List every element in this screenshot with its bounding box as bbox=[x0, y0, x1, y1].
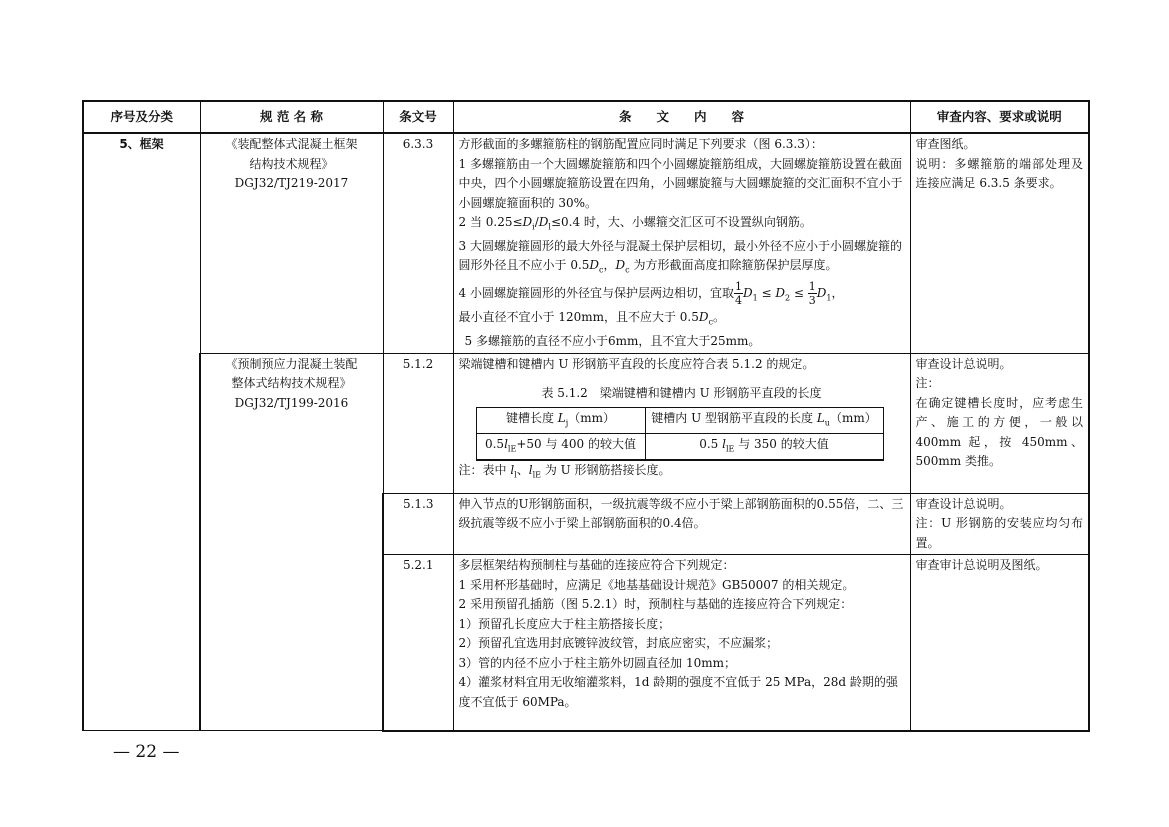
content-item-3 bbox=[459, 237, 905, 280]
text-fragment: 键槽内 U 型钢筋平直段的长度 bbox=[651, 410, 817, 425]
fraction-numerator: 1 bbox=[808, 280, 816, 294]
var-d: D bbox=[816, 286, 827, 301]
review-line: 审查图纸。 bbox=[915, 137, 976, 151]
fraction bbox=[734, 280, 743, 307]
text-fragment: 键槽长度 bbox=[505, 410, 558, 425]
fraction bbox=[808, 280, 817, 307]
standard-line: 《装配整体式混凝土框架 bbox=[225, 137, 358, 151]
var-d: D bbox=[538, 215, 549, 229]
standard-line: 结构技术规程》 bbox=[249, 156, 334, 171]
review-cell bbox=[910, 493, 1089, 555]
text-fragment: 4 小圆螺旋箍圆形的外径宜与保护层两边相切，宜取 bbox=[458, 286, 734, 301]
review-line: 注： bbox=[915, 376, 940, 391]
subscript: u bbox=[824, 417, 830, 427]
content-line: 多层框架结构预制柱与基础的连接应符合下列规定： bbox=[458, 558, 735, 573]
text-fragment: 、 bbox=[516, 463, 529, 478]
text-fragment: 与 350 的较大值 bbox=[734, 436, 829, 451]
header-category: 序号及分类 bbox=[83, 101, 200, 133]
var-l: L bbox=[557, 410, 566, 425]
code-review-table bbox=[82, 100, 1090, 732]
content-item-4 bbox=[459, 280, 905, 308]
content-line: 1）预留孔长度应大于柱主筋搭接长度； bbox=[458, 616, 671, 631]
table-row bbox=[83, 133, 1089, 353]
text-fragment: 为方形截面高度扣除箍筋保护层厚度。 bbox=[629, 258, 838, 273]
text-fragment: 3 大圆螺旋箍圆形的最大外径与混凝土保护层相切，最小外径不应小于小圆螺旋箍的圆形外径且不应小于 0.5 bbox=[458, 238, 902, 273]
content-intro: 方形截面的多螺箍筋柱的钢筋配置应同时满足下列要求（图 6.3.3）： bbox=[458, 137, 823, 151]
text-fragment: （mm） bbox=[568, 410, 616, 425]
clause-cell: 5.1.3 bbox=[383, 493, 453, 555]
subscript: i bbox=[532, 222, 535, 232]
var-d: D bbox=[615, 258, 626, 273]
standard-line: DGJ32/TJ199-2016 bbox=[234, 395, 349, 410]
subscript: 2 bbox=[784, 293, 791, 303]
var-d: D bbox=[698, 310, 709, 325]
text-fragment: +50 与 400 的较大值 bbox=[516, 436, 637, 451]
review-line: 审查设计总说明。 bbox=[915, 496, 1012, 511]
subscript: 1 bbox=[826, 293, 832, 303]
inner-header-keyway-length bbox=[476, 407, 645, 433]
inner-table-caption: 表 5.1.2 梁端键槽和键槽内 U 形钢筋平直段的长度 bbox=[541, 386, 822, 401]
standard-line: DGJ32/TJ219-2017 bbox=[234, 176, 349, 190]
content-item-5: 5 多螺箍筋的直径不应小于6mm，且不宜大于25mm。 bbox=[464, 334, 761, 349]
text-fragment: 注：表中 bbox=[458, 463, 511, 478]
text-fragment: 0.5 bbox=[484, 436, 505, 451]
content-item-4-line-2 bbox=[459, 308, 905, 332]
var-d: D bbox=[589, 258, 600, 273]
var-l: l bbox=[528, 463, 533, 478]
inner-header-row bbox=[476, 407, 883, 433]
content-line: 2 采用预留孔插筋（图 5.2.1）时，预制柱与基础的连接应符合下列规定： bbox=[458, 597, 853, 612]
content-item-2 bbox=[459, 213, 905, 237]
inner-cell bbox=[645, 433, 883, 460]
var-d: D bbox=[775, 286, 785, 301]
text-fragment: ， bbox=[831, 286, 844, 301]
content-line: 4）灌浆材料宜用无收缩灌浆料，1d 龄期的强度不宜低于 25 MPa，28d 龄期的强度不宜低于 60MPa。 bbox=[458, 675, 898, 709]
content-cell bbox=[453, 555, 910, 731]
var-d: D bbox=[522, 215, 533, 229]
text-fragment: 。 bbox=[713, 310, 726, 325]
var-l: L bbox=[816, 410, 825, 425]
standard-line: 《预制预应力混凝土装配 bbox=[225, 356, 358, 371]
text-fragment: 2 当 0.25≤ bbox=[458, 215, 523, 229]
content-cell bbox=[453, 493, 910, 555]
text-fragment: / bbox=[534, 215, 539, 229]
review-cell bbox=[910, 353, 1089, 493]
clause-cell: 5.2.1 bbox=[383, 555, 453, 731]
text-fragment: 为 U 形钢筋搭接长度。 bbox=[541, 463, 671, 478]
table-note bbox=[459, 461, 905, 485]
subscript: 1 bbox=[752, 293, 758, 303]
header-standard: 规 范 名 称 bbox=[200, 101, 383, 133]
category-label: 5、框架 bbox=[119, 137, 164, 151]
fraction-denominator: 3 bbox=[808, 294, 816, 308]
standard-cell bbox=[200, 353, 383, 731]
text-fragment: （mm） bbox=[829, 410, 877, 425]
content-line: 1 采用杯形基础时，应满足《地基基础设计规范》GB50007 的相关规定。 bbox=[458, 577, 855, 592]
inner-header-u-bar-length bbox=[645, 407, 883, 433]
review-line: 审查审计总说明及图纸。 bbox=[915, 558, 1048, 573]
review-line: 注：U 形钢筋的安装应均匀布置。 bbox=[915, 516, 1083, 550]
header-review: 审查内容、要求或说明 bbox=[910, 101, 1089, 133]
header-row bbox=[83, 101, 1089, 133]
content-line: 2）预留孔宜选用封底镀锌波纹管，封底应密实，不应漏浆； bbox=[458, 636, 779, 651]
subscript: l bbox=[548, 222, 551, 232]
review-line: 在确定键槽长度时，应考虑生产、施工的方便，一般以 400mm 起，按 450mm、500mm 类推。 bbox=[915, 395, 1083, 469]
text-fragment: ， bbox=[603, 258, 616, 273]
review-cell bbox=[910, 555, 1089, 731]
text-fragment: 最小直径不宜小于 120mm，且不应大于 0.5 bbox=[458, 310, 699, 325]
subscript: lE bbox=[725, 444, 735, 454]
fraction-denominator: 4 bbox=[734, 294, 742, 308]
fraction-numerator: 1 bbox=[734, 280, 742, 294]
subscript: lE bbox=[507, 444, 517, 454]
subscript: c bbox=[599, 265, 604, 275]
category-cell bbox=[83, 133, 200, 731]
header-content: 条 文 内 容 bbox=[453, 101, 910, 133]
var-d: D bbox=[742, 286, 753, 301]
clause-cell: 6.3.3 bbox=[383, 133, 453, 353]
review-cell bbox=[910, 133, 1089, 353]
subscript: lE bbox=[532, 470, 541, 480]
standard-cell bbox=[200, 133, 383, 353]
var-l: l bbox=[510, 463, 515, 478]
subscript: c bbox=[708, 317, 713, 327]
var-l: l bbox=[722, 436, 726, 451]
content-item-1: 1 多螺箍筋由一个大圆螺旋箍筋和四个小圆螺旋箍筋组成，大圆螺旋箍筋设置在截面中央，四个小圆螺旋箍筋设置在四角，小圆螺旋箍与大圆螺旋箍的交汇面积不宜小于小圆螺旋箍面积的 30%。 bbox=[458, 156, 903, 210]
text-fragment: ≤ bbox=[790, 286, 808, 301]
subscript: c bbox=[625, 265, 630, 275]
inner-data-row bbox=[476, 433, 883, 460]
content-cell bbox=[453, 133, 910, 353]
keyway-length-table bbox=[476, 407, 884, 462]
table-row bbox=[83, 353, 1089, 493]
content-line: 3）管的内径不应小于柱主筋外切圆直径加 10mm； bbox=[458, 655, 736, 670]
text-fragment: 0.5 bbox=[699, 436, 723, 451]
review-line: 说明：多螺箍筋的端部处理及连接应满足 6.3.5 条要求。 bbox=[915, 156, 1083, 190]
standard-line: 整体式结构技术规程》 bbox=[231, 376, 352, 391]
header-clause: 条文号 bbox=[383, 101, 453, 133]
content-text: 伸入节点的U形钢筋面积，一级抗震等级不应小于梁上部钢筋面积的0.55倍，二、三级抗震等级不应小于梁上部钢筋面积的0.4倍。 bbox=[458, 496, 904, 531]
subscript: l bbox=[514, 470, 517, 480]
content-intro: 梁端键槽和键槽内 U 形钢筋平直段的长度应符合表 5.1.2 的规定。 bbox=[458, 356, 815, 371]
text-fragment: ≤0.4 时，大、小螺箍交汇区可不设置纵向钢筋。 bbox=[550, 215, 812, 229]
subscript: j bbox=[565, 417, 569, 427]
review-line: 审查设计总说明。 bbox=[915, 356, 1012, 371]
page-number: — 22 — bbox=[113, 742, 180, 762]
content-cell bbox=[453, 353, 910, 493]
text-fragment: ≤ bbox=[757, 286, 776, 301]
clause-cell: 5.1.2 bbox=[383, 353, 453, 493]
inner-cell bbox=[476, 433, 645, 460]
var-l: l bbox=[504, 436, 508, 451]
